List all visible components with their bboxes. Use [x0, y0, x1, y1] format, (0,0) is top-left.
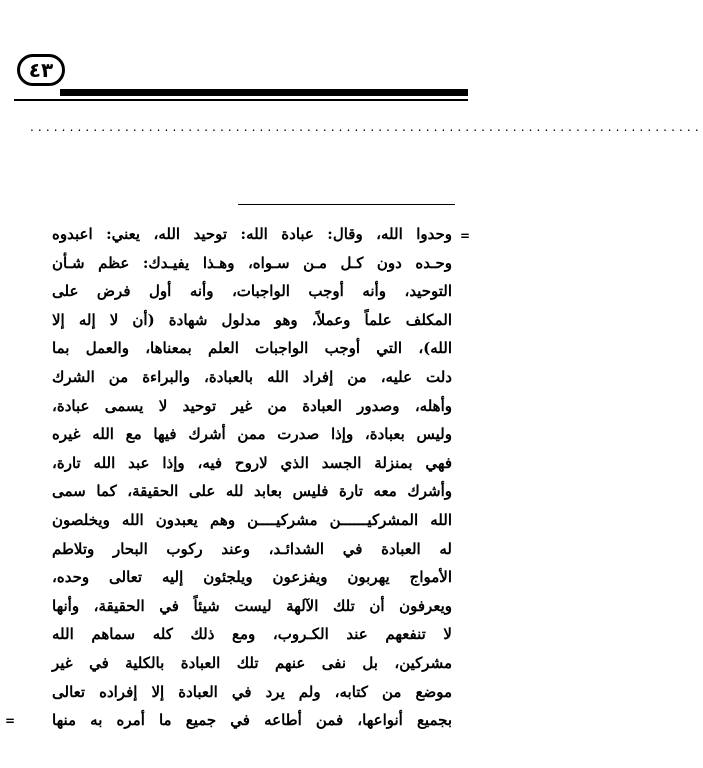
- body-text: [52, 220, 452, 735]
- text-line: وحـده دون كـل مـن سـواه، وهـذا يفيـدك: عظم شـأن: [52, 253, 452, 272]
- text-line: وأهله، وصدور العبادة من غير توحيد لا يسمى عبادة،: [52, 396, 452, 415]
- text-line: بجميع أنواعها، فمن أطاعه في جميع ما أمره به منها: [52, 711, 452, 730]
- text-line: ويعرفون أن تلك الآلهة ليست شيئاً في الحقيقة، وأنها: [52, 596, 452, 615]
- margin-mark-top: =: [460, 229, 471, 243]
- text-line: التوحيد، وأنه أوجب الواجبات، وأنه أول فرض على: [52, 282, 452, 301]
- header-thin-rule: [14, 99, 468, 101]
- text-line: وحدوا الله، وقال: عبادة الله: توحيد الله، يعني: اعبدوه: [52, 225, 452, 243]
- text-line: دلت عليه، من إفراد الله بالعبادة، والبراءة من الشرك: [52, 367, 452, 386]
- text-line: الله)، التي أوجب الواجبات العلم بمعناها، والعمل بما: [52, 339, 452, 358]
- margin-mark-bottom: =: [5, 714, 16, 728]
- text-line: الأمواج يهربون ويفزعون ويلجئون إليه تعالى وحده،: [52, 568, 452, 587]
- text-line: المكلف علماً وعملاً، وهو مدلول شهادة (أن لا إله إلا: [52, 310, 452, 329]
- text-line: مشركين، بل نفى عنهم تلك العبادة بالكلية في غير: [52, 653, 452, 672]
- text-line: وليس بعبادة، وإذا صدرت ممن أشرك فيها مع الله غيره: [52, 425, 452, 444]
- text-line: له العبادة في الشدائـد، وعند ركوب البحار وتلاطم: [52, 539, 452, 558]
- header-thick-rule: [60, 89, 468, 96]
- dotted-separator: .....................................................................................: [30, 120, 703, 134]
- text-line: موضع من كتابه، ولم يرد في العبادة إلا إفراده تعالى: [52, 682, 452, 701]
- page-number: ٤٣: [28, 58, 54, 82]
- text-line: فهي بمنزلة الجسد الذي لاروح فيه، وإذا عبد الله تارة،: [52, 453, 452, 472]
- text-line: لا تنفعهم عند الكـروب، ومع ذلك كله سماهم الله: [52, 625, 452, 644]
- separator-rule: [238, 204, 455, 205]
- page-number-badge: [17, 54, 65, 86]
- text-line: وأشرك معه تارة فليس بعابد لله على الحقيقة، كما سمى: [52, 482, 452, 501]
- text-line: الله المشركيــــــن مشركيــــن وهم يعبدون الله ويخلصون: [52, 510, 452, 529]
